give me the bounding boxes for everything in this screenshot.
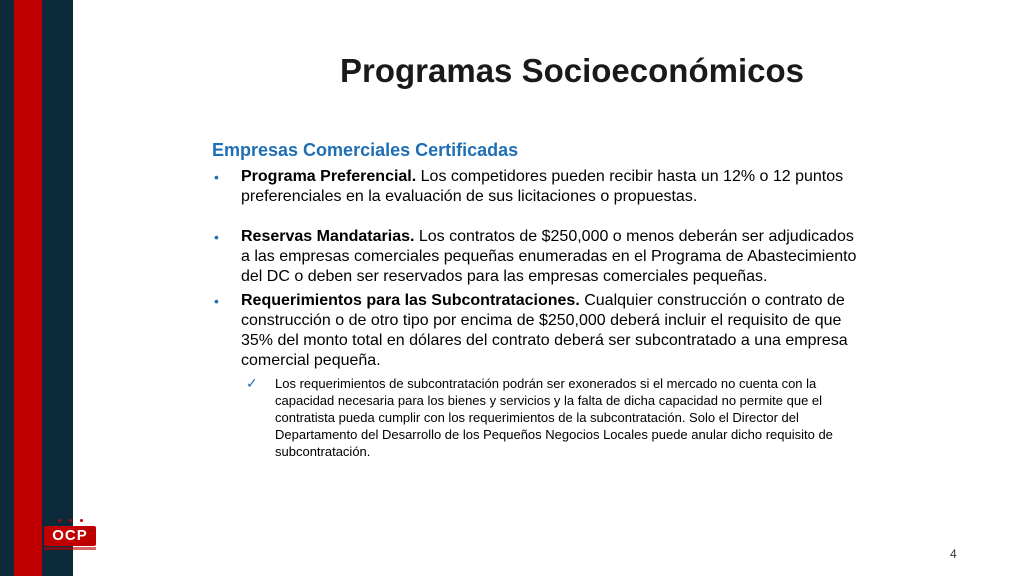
logo-dot <box>69 519 72 522</box>
page-title: Programas Socioeconómicos <box>340 52 804 89</box>
bullet-icon: • <box>214 169 219 185</box>
bullet-text: Los competidores pueden recibir hasta un 12% o 12 puntos preferenciales en la evaluación de sus licitaciones o propuestas. <box>241 168 844 205</box>
logo-text: OCP <box>44 526 96 546</box>
spacer <box>212 207 862 227</box>
bullet-reservas-mandatarias <box>212 227 862 287</box>
bullet-lead: Reservas Mandatarias. <box>241 228 415 245</box>
ocp-logo-icon <box>44 518 96 550</box>
checkmark-icon: ✓ <box>246 375 258 391</box>
bullet-programa-preferencial <box>212 167 862 207</box>
bullet-text: Cualquier construcción o contrato de construcción o de otro tipo por encima de $250,000 deberá incluir el requisito de que 35% del monto total en dólares del contrato deberá ser subcontratado a una empresa comercial pequeña. <box>241 292 848 369</box>
section-heading: Empresas Comerciales Certificadas <box>212 140 519 160</box>
sub-bullet-text: Los requerimientos de subcontratación podrán ser exonerados si el mercado no cuenta con la capacidad necesaria para los bienes y servicios y la falta de dicha capacidad no permite que el contratista pueda cumplir con los requerimientos de la subcontratación. Solo el Director del Departamento del Desarrollo de los Pequeños Negocios Locales puede anular dicho requisito de subcontratación. <box>275 376 833 459</box>
bullet-lead: Requerimientos para las Subcontrataciones. <box>241 292 580 309</box>
logo-dot <box>80 519 83 522</box>
bullet-icon: • <box>214 229 219 245</box>
sub-bullet-exoneracion <box>212 375 862 460</box>
bullet-lead: Programa Preferencial. <box>241 168 417 185</box>
page-number: 4 <box>950 547 957 561</box>
logo-dots <box>44 518 96 524</box>
bullet-icon: • <box>214 293 219 309</box>
bullet-text: Los contratos de $250,000 o menos deberán ser adjudicados a las empresas comerciales pequeñas enumeradas en el Programa de Abastecimiento del DC o deben ser reservados para las empresas comerciales pequeñas. <box>241 228 857 285</box>
logo-underline <box>44 547 96 550</box>
logo-dot <box>58 519 61 522</box>
bullet-requerimientos-subcontrataciones <box>212 291 862 371</box>
slide-content <box>212 140 862 460</box>
